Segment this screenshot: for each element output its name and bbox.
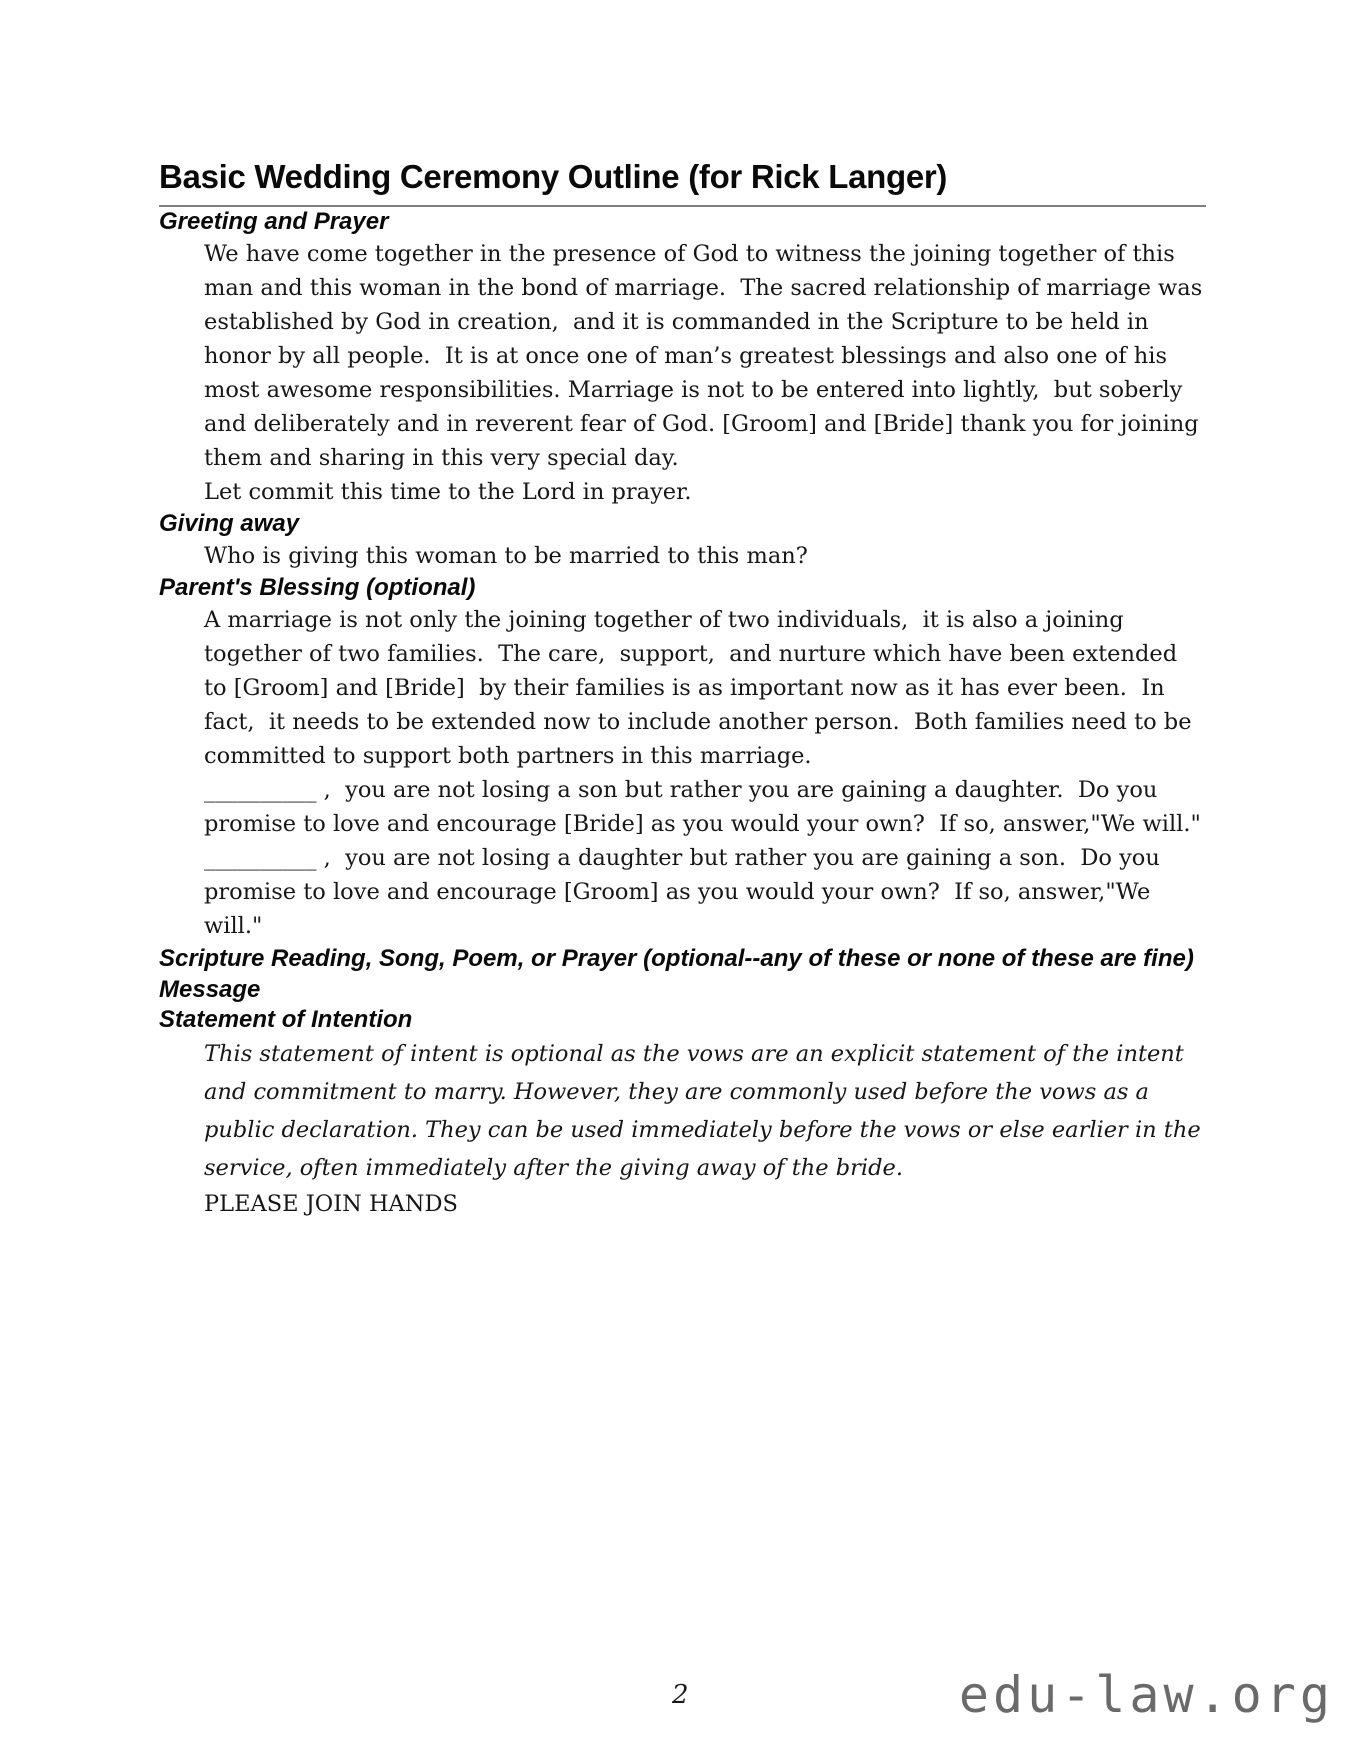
page-number: 2: [672, 1680, 689, 1710]
watermark-text: edu-law.org: [958, 1666, 1334, 1724]
prayer-invitation-line: Let commit this time to the Lord in prayer.: [204, 479, 692, 505]
join-hands-direction: PLEASE JOIN HANDS: [204, 1191, 458, 1217]
page-title: Basic Wedding Ceremony Outline (for Rick Langer): [159, 158, 1206, 207]
giving-away-question: Who is giving this woman to be married to this man?: [204, 543, 808, 569]
bride-parent-blank-line: __________ , you are not losing a son but rather you are gaining a daughter. Do you promise to love and encourage [Bride] as you would your own? If so, answer,"We will.": [204, 777, 1201, 837]
section-heading-statement-of-intention: Statement of Intention: [159, 1006, 413, 1033]
statement-of-intention-paragraph: This statement of intent is optional as the vows are an explicit statement of the intent and commitment to marry. However, they are commonly used before the vows as a public declaration. They can be used immediately before the vows or else earlier in the service, often immediately after the giving away of the bride.: [204, 1041, 1208, 1181]
section-heading-scripture-reading: Scripture Reading, Song, Poem, or Prayer (optional--any of these or none of these are fine): [159, 945, 1194, 972]
section-heading-parents-blessing: Parent's Blessing (optional): [159, 574, 476, 601]
greeting-paragraph: We have come together in the presence of God to witness the joining together of this man and this woman in the bond of marriage. The sacred relationship of marriage was established by God in creation, and it is commanded in the Scripture to be held in honor by all people. It is at once one of man’s greatest blessings and also one of his most awesome responsibilities. Marriage is not to be entered into lightly, but soberly and deliberately and in reverent fear of God. [Groom] and [Bride] thank you for joining them and sharing in this very special day.: [204, 241, 1210, 471]
parents-blessing-paragraph: A marriage is not only the joining together of two individuals, it is also a joining together of two families. The care, support, and nurture which have been extended to [Groom] and [Bride] by their families is as important now as it has ever been. In fact, it needs to be extended now to include another person. Both families need to be committed to support both partners in this marriage.: [204, 607, 1199, 769]
groom-parent-blank-line: __________ , you are not losing a daughter but rather you are gaining a son. Do you promise to love and encourage [Groom] as you would your own? If so, answer,"We will.": [204, 845, 1167, 939]
section-heading-greeting-and-prayer: Greeting and Prayer: [159, 208, 389, 235]
section-heading-giving-away: Giving away: [159, 510, 300, 537]
section-heading-message: Message: [159, 976, 261, 1003]
